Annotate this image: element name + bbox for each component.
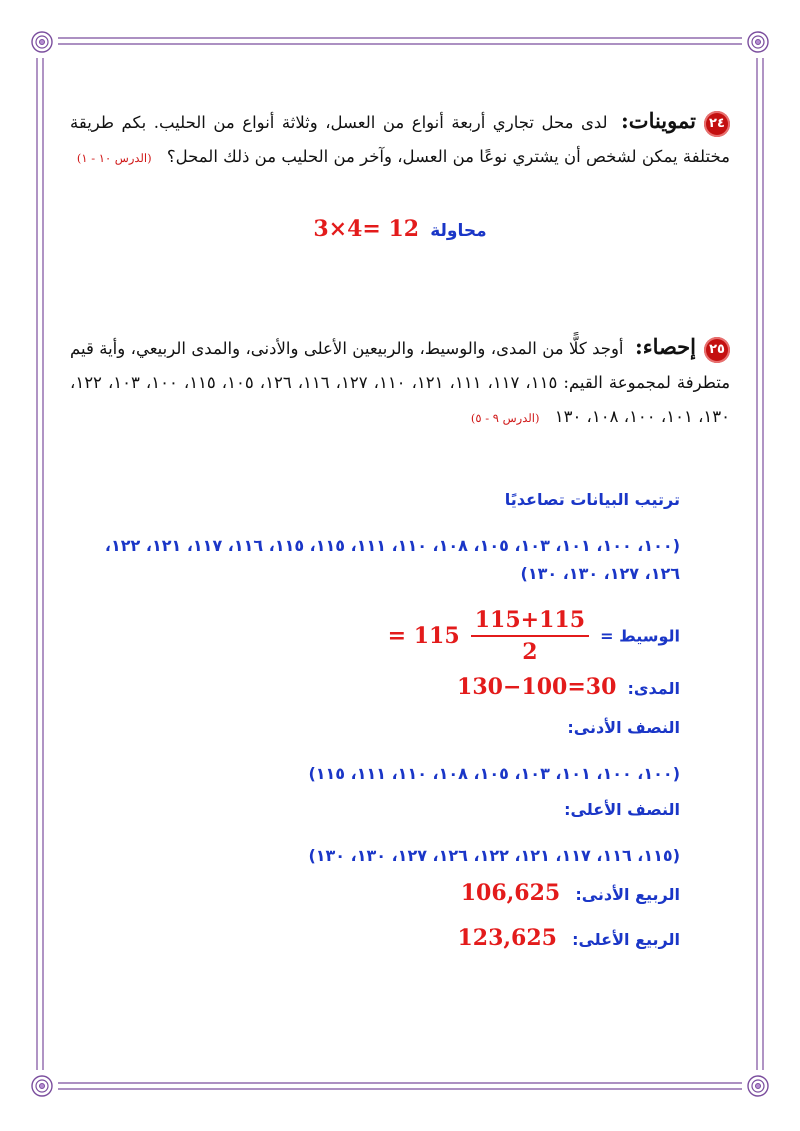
range-label: المدى: [627,679,680,698]
fraction-denominator: 2 [522,639,538,665]
question-title: إحصاء: [634,334,696,359]
fraction-numerator: 115+115 [471,605,589,637]
upper-quartile-value: 123,625 [457,925,557,951]
lower-half-heading: النصف الأدنى: [567,718,680,737]
answer-24 [70,216,730,242]
median-line [120,605,680,667]
upper-quartile-label: الربيع الأعلى: [572,930,680,949]
question-25 [70,330,730,435]
sorted-data: (١٠٠، ١٠٠، ١٠١، ١٠٣، ١٠٥، ١٠٨، ١١٠، ١١١، ١١٥، ١١٥، ١١٦، ١١٧، ١٢١، ١٢٢، ١٢٦، ١٢٧، ١٣٠، ١٣٠) [104,536,680,583]
sort-heading: ترتيب البيانات تصاعديًا [504,490,680,509]
question-24 [70,104,730,175]
lower-quartile-label: الربيع الأدنى: [575,885,680,904]
range-expression: 130−100=30 [457,674,617,700]
question-number-badge: ٢٤ [704,111,730,137]
answer-expression: 3×4= 12 [313,216,420,242]
lower-half-data: (١٠٠، ١٠٠، ١٠١، ١٠٣، ١٠٥، ١٠٨، ١١٠، ١١١، ١١٥) [308,764,680,783]
median-label: الوسيط = [600,626,680,646]
lesson-reference: (الدرس ٩ - ٥) [470,411,540,425]
median-fraction [471,605,589,667]
answer-word: محاولة [430,221,487,241]
question-text: أوجد كلًّا من المدى، والوسيط، والربيعين الأعلى والأدنى، والمدى الربيعي، وأية قيم متطرفة لمجموعة القيم: ١١٥، ١١٧، ١١١، ١٢١، ١١٠، ١٢٧، ١١٦، ١٢٦، ١٠٥، ١١٥، ١٠٠، ١٠٣، ١٢٢، ١٣٠، ١٠١، ١٠٠، ١٠٨، ١٣٠ [70,339,731,426]
median-result: = 115 [387,623,460,649]
upper-quartile-line [120,925,680,951]
range-line [120,674,680,700]
lower-quartile-line [120,880,680,906]
lower-quartile-value: 106,625 [460,880,561,906]
question-number-badge: ٢٥ [704,337,730,363]
lesson-reference: (الدرس ١٠ - ١) [76,151,152,165]
question-text: لدى محل تجاري أربعة أنواع من العسل، وثلاثة أنواع من الحليب. بكم طريقة مختلفة يمكن لشخص أن يشتري نوعًا من العسل، وآخر من الحليب من ذلك المحل؟ [70,113,730,166]
question-title: تموينات: [621,108,696,133]
upper-half-heading: النصف الأعلى: [564,800,680,819]
upper-half-data: (١١٥، ١١٦، ١١٧، ١٢١، ١٢٢، ١٢٦، ١٢٧، ١٣٠، ١٣٠) [308,846,680,865]
